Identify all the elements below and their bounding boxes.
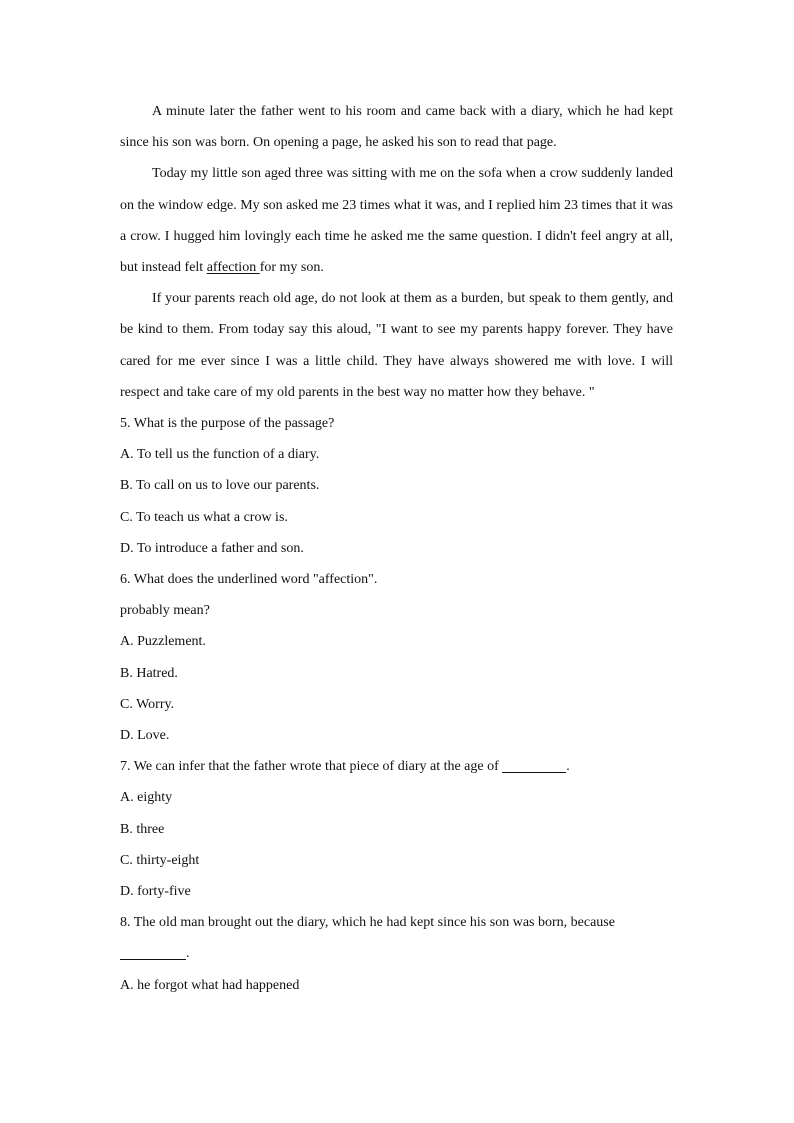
- question-6-option-d: D. Love.: [120, 728, 170, 744]
- question-8-option-a: A. he forgot what had happened: [120, 977, 300, 993]
- question-6-stem-continued: probably mean?: [120, 603, 210, 619]
- question-6-option-b: B. Hatred.: [120, 665, 178, 681]
- answer-blank: [502, 758, 566, 773]
- question-5-option-d: D. To introduce a father and son.: [120, 540, 304, 556]
- question-7-option-c: C. thirty-eight: [120, 852, 200, 868]
- question-7-period: .: [566, 759, 570, 775]
- question-6-option-c: C. Worry.: [120, 696, 175, 712]
- question-7-stem: [120, 751, 673, 782]
- question-7-option-d: D. forty-five: [120, 884, 191, 900]
- question-5-option-a: A. To tell us the function of a diary.: [120, 447, 320, 463]
- question-5-option-b: B. To call on us to love our parents.: [120, 478, 320, 494]
- question-7-option-a: A. eighty: [120, 790, 173, 806]
- question-7-option-b: B. three: [120, 821, 165, 837]
- question-5-stem: 5. What is the purpose of the passage?: [120, 416, 335, 432]
- passage-paragraph-1: [120, 96, 673, 158]
- question-6-option-a: A. Puzzlement.: [120, 634, 206, 650]
- question-5-option-c: C. To teach us what a crow is.: [120, 509, 288, 525]
- passage-paragraph-2: [120, 158, 673, 283]
- passage-text: for my son.: [259, 260, 324, 276]
- answer-blank: [120, 945, 186, 960]
- underlined-word: affection: [206, 260, 260, 276]
- question-8-blank-line: [120, 938, 673, 969]
- question-6-stem: 6. What does the underlined word "affection".: [120, 572, 378, 588]
- document-content: [120, 96, 673, 1001]
- question-8-period: .: [186, 946, 190, 962]
- passage-paragraph-3: [120, 283, 673, 408]
- question-7-text: 7. We can infer that the father wrote that piece of diary at the age of: [120, 759, 503, 775]
- passage-text: A minute later the father went to his room and came back with a diary, which he had kept since his son was born. On opening a page, he asked his son to read that page.: [120, 104, 673, 151]
- question-8-stem: 8. The old man brought out the diary, which he had kept since his son was born, because: [120, 915, 615, 931]
- passage-text: If your parents reach old age, do not look at them as a burden, but speak to them gently, and be kind to them. From today say this aloud, "I want to see my parents happy forever. They have cared for me ever since I was a little child. They have always showered me with love. I will respect and take care of my old parents in the best way no matter how they behave. ": [120, 291, 673, 400]
- passage-text: Today my little son aged three was sitting with me on the sofa when a crow suddenly landed on the window edge. My son asked me 23 times what it was, and I replied him 23 times that it was a crow. I hugged him lovingly each time he asked me the same question. I didn't feel angry at all, but instead felt: [120, 166, 673, 276]
